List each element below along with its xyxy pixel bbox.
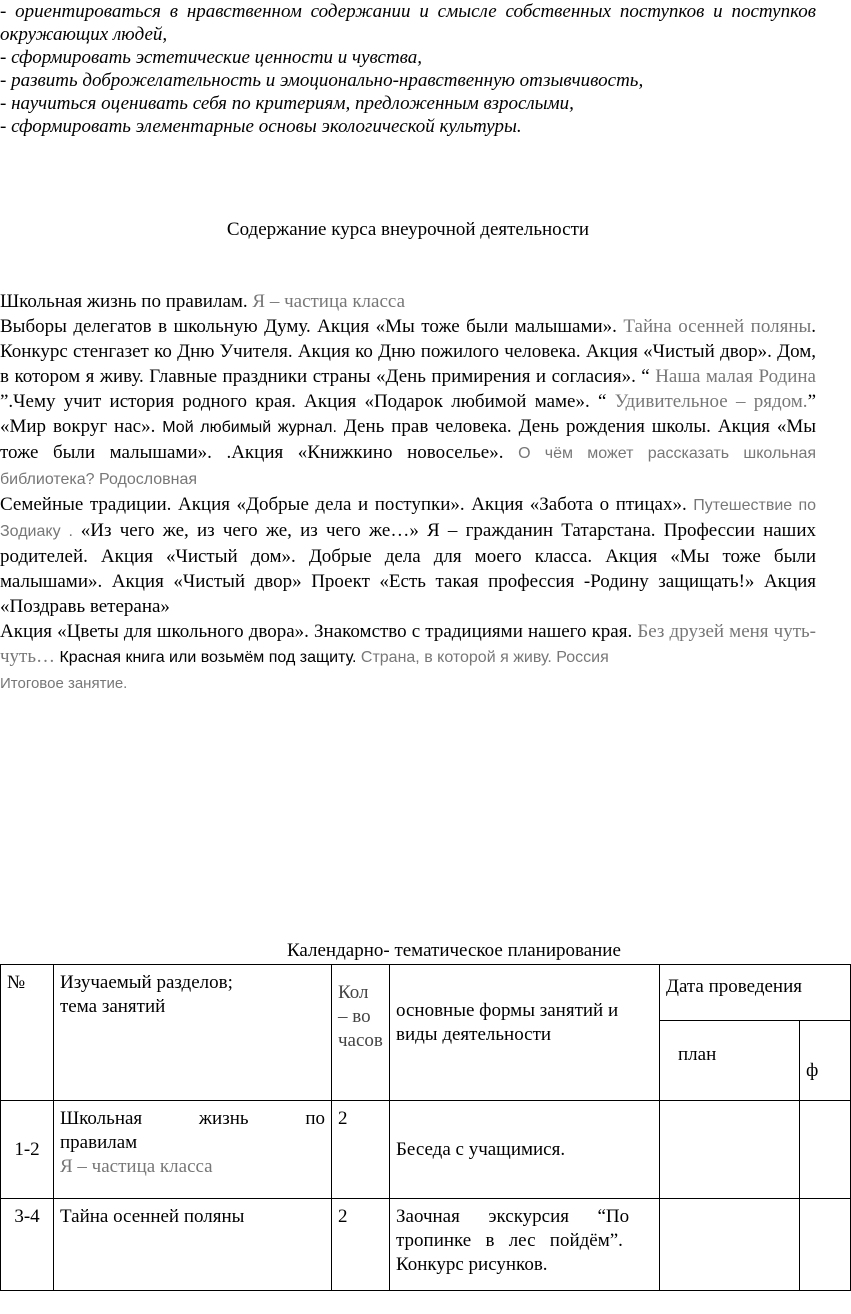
- table-header-row: [1, 965, 851, 1021]
- text-span: Семейные традиции. Акция «Добрые дела и поступки». Акция «Забота о птицах».: [0, 494, 694, 515]
- row-forms-line: тропинке в лес пойдём”.: [396, 1230, 623, 1251]
- row-forms-line: Заочная экскурсия “По: [396, 1206, 630, 1227]
- text-span: Выборы делегатов в школьную Думу. Акция «Мы тоже были малышами».: [0, 316, 624, 337]
- goal-item: - сформировать эстетические ценности и чувства,: [0, 47, 423, 68]
- row-topic: [54, 1101, 332, 1199]
- header-topic-line: тема занятий: [60, 996, 166, 1017]
- row-plan-date: [660, 1199, 800, 1291]
- header-hours-line: Кол: [338, 982, 369, 1003]
- text-span: ” «Мир вокруг нас».: [0, 391, 816, 437]
- row-topic-word: жизнь: [198, 1108, 249, 1129]
- row-number: 3-4: [1, 1199, 54, 1291]
- row-forms: Беседа с учащимися.: [390, 1101, 660, 1199]
- header-topic: [54, 965, 332, 1101]
- text-span: ”.Чему учит история родного края. Акция «Подарок любимой маме». “: [0, 391, 615, 412]
- content-paragraph-3: [0, 492, 816, 619]
- row-forms: [390, 1199, 660, 1291]
- content-paragraph-4: [0, 619, 816, 696]
- header-hours-line: – во: [338, 1006, 371, 1027]
- text-span: Без друзей меня чуть-чуть…: [0, 621, 816, 667]
- header-plan: план: [660, 1021, 800, 1101]
- row-fact-date: [800, 1101, 851, 1199]
- row-topic: Тайна осенней поляны: [54, 1199, 332, 1291]
- text-span: Удивительное – рядом.: [614, 391, 808, 412]
- goal-item: - сформировать элементарные основы экологической культуры.: [0, 116, 522, 137]
- header-hours-line: часов: [338, 1030, 383, 1051]
- goal-item: - научиться оценивать себя по критериям, предложенным взрослыми,: [0, 93, 574, 114]
- row-number: 1-2: [1, 1101, 54, 1199]
- text-span: Страна, в которой я живу. Россия: [356, 649, 609, 666]
- text-span: . Конкурс стенгазет ко Дню Учителя. Акция ко Дню пожилого человека. Акция «Чистый двор». Дом, в котором я живу. Главные праздники страны «День примирения и согласия». “: [0, 316, 816, 387]
- text-span: «Из чего же, из чего же, из чего же…» Я – гражданин Татарстана. Профессии наших родителей. Акция «Чистый дом». Добрые дела для моего класса. Акция «Мы тоже были малышами». Акция «Чистый двор» Проект «Есть такая профессия -Родину защищать!» Акция «Поздравь ветерана»: [0, 520, 816, 617]
- header-hours: [332, 965, 390, 1101]
- text-span: Акция «Цветы для школьного двора». Знакомство с традициями нашего края.: [0, 621, 638, 642]
- goal-item: - ориентироваться в нравственном содержании и смысле собственных поступков и поступков окружающих людей,: [0, 1, 816, 45]
- row-forms-line: Конкурс рисунков.: [396, 1254, 548, 1275]
- course-content: [0, 289, 816, 696]
- text-span: Итоговое занятие.: [0, 675, 128, 692]
- header-forms: основные формы занятий и виды деятельности: [390, 965, 660, 1101]
- header-date: Дата проведения: [660, 965, 851, 1021]
- goal-item: - развить доброжелательность и эмоционально-нравственную отзывчивость,: [0, 70, 644, 91]
- schedule-table: [0, 964, 851, 1291]
- text-span: Наша малая Родина: [655, 366, 816, 387]
- row-fact-date: [800, 1199, 851, 1291]
- text-span: Тайна осенней поляны: [623, 316, 812, 337]
- content-heading: Содержание курса внеурочной деятельности: [226, 219, 590, 240]
- header-topic-line: Изучаемый разделов;: [60, 972, 233, 993]
- text-span: Мой любимый журнал.: [162, 419, 337, 436]
- row-topic-word: Школьная: [60, 1108, 143, 1129]
- row-topic-line: правилам: [60, 1132, 138, 1153]
- row-topic-word: по: [305, 1108, 325, 1129]
- table-row: [1, 1199, 851, 1291]
- row-hours: 2: [332, 1101, 390, 1199]
- row-hours: 2: [332, 1199, 390, 1291]
- text-span: О чём может рассказать школьная библиотека? Родословная: [0, 445, 817, 488]
- row-plan-date: [660, 1101, 800, 1199]
- table-row: [1, 1101, 851, 1199]
- text-span: Путешествие по Зодиаку .: [0, 497, 816, 540]
- calendar-title: Календарно- тематическое планирование: [287, 940, 621, 961]
- header-number: №: [1, 965, 54, 1101]
- row-topic-sub: Я – частица класса: [60, 1156, 213, 1177]
- content-paragraph-2: [0, 314, 816, 492]
- text-span: Красная книга или возьмём под защиту.: [55, 649, 357, 666]
- content-paragraph-1: [0, 289, 816, 314]
- text-span: Школьная жизнь по правилам.: [0, 291, 253, 312]
- goals-list: [0, 0, 816, 138]
- header-fact: ф: [800, 1021, 851, 1101]
- row-topic-line: [60, 1107, 325, 1131]
- text-span: Я – частица класса: [252, 291, 405, 312]
- text-span: День прав человека. День рождения школы. Акция «Мы тоже были малышами». .Акция «Книжкино новоселье».: [0, 416, 816, 463]
